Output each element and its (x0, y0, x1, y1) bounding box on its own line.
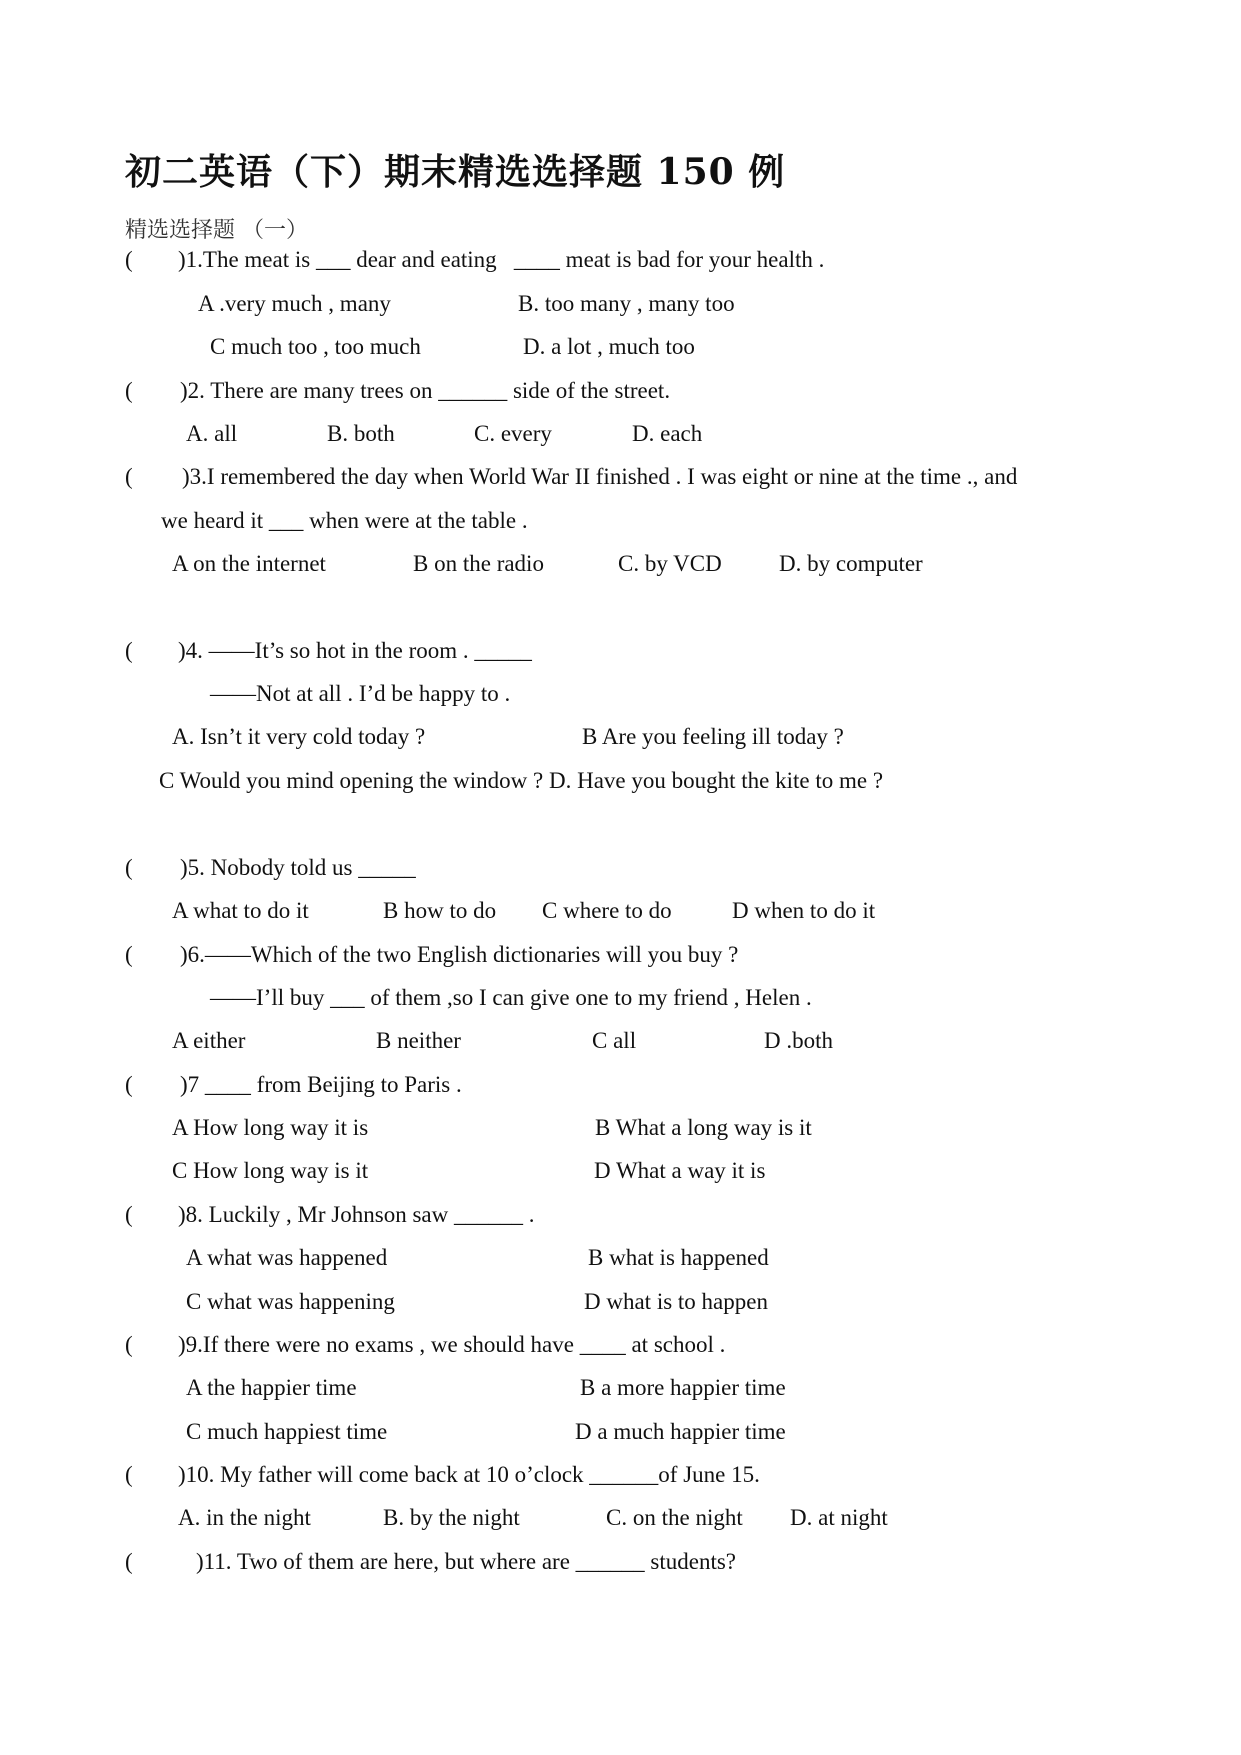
q7-o1-text-0: A How long way it is (172, 1115, 369, 1140)
q10-o1-text-2: C. on the night (606, 1505, 743, 1530)
q3-o1-text-2: C. by VCD (618, 551, 722, 576)
q1-o2-text-1: D. a lot , much too (523, 334, 695, 359)
q5-text-1: )5. Nobody told us _____ (180, 855, 416, 880)
q4-o2-text-0: C Would you mind opening the window ? D. Have you bought the kite to me ? (159, 768, 884, 793)
q8-o1-text-0: A what was happened (186, 1245, 388, 1270)
q8-text-0: ( (125, 1202, 133, 1227)
q4-text-1: )4. ——It’s so hot in the room . _____ (178, 638, 532, 663)
q6-text-0: ( (125, 942, 133, 967)
q1-o1-text-1: B. too many , many too (518, 291, 735, 316)
q10-o1-text-3: D. at night (790, 1505, 888, 1530)
q9-text-1: )9.If there were no exams , we should have ____ at school . (178, 1332, 726, 1357)
q9-o2-text-1: D a much happier time (575, 1419, 786, 1444)
q5-o1-text-1: B how to do (383, 898, 497, 923)
q3-text-1: )3.I remembered the day when World War II finished . I was eight or nine at the time ., and (182, 464, 1018, 489)
q6-o1-text-3: D .both (764, 1028, 833, 1053)
q7-text-0: ( (125, 1072, 133, 1097)
q6-o1-text-2: C all (592, 1028, 637, 1053)
q1-o1-text-0: A .very much , many (198, 291, 391, 316)
q3-text-0: ( (125, 464, 133, 489)
q4-o1-text-0: A. Isn’t it very cold today ? (172, 724, 426, 749)
q11-text-1: )11. Two of them are here, but where are ______ students? (196, 1549, 736, 1574)
q6-o1-text-1: B neither (376, 1028, 461, 1053)
q5-o1-text-2: C where to do (542, 898, 672, 923)
q6-c-text-0: ——I’ll buy ___ of them ,so I can give one to my friend , Helen . (210, 985, 812, 1010)
q10-text-1: )10. My father will come back at 10 o’clock ______of June 15. (178, 1462, 760, 1487)
q8-o2-text-1: D what is to happen (584, 1289, 768, 1314)
q5-o1-text-3: D when to do it (732, 898, 876, 923)
q9-o2-text-0: C much happiest time (186, 1419, 388, 1444)
q7-o1-text-1: B What a long way is it (595, 1115, 812, 1140)
q9-text-0: ( (125, 1332, 133, 1357)
page-title: 初二英语（下）期末精选选择题 150 例 (125, 151, 786, 193)
q5-text-0: ( (125, 855, 133, 880)
q4-o1-text-1: B Are you feeling ill today ? (582, 724, 844, 749)
q10-text-0: ( (125, 1462, 133, 1487)
q1-text-1: )1.The meat is ___ dear and eating ____ meat is bad for your health . (178, 247, 825, 272)
q6-o1-text-0: A either (172, 1028, 246, 1053)
q8-o1-text-1: B what is happened (588, 1245, 769, 1270)
q10-o1-text-1: B. by the night (383, 1505, 520, 1530)
q11-text-0: ( (125, 1549, 133, 1574)
q2-text-0: ( (125, 378, 133, 403)
q8-o2-text-0: C what was happening (186, 1289, 395, 1314)
q2-o1-text-1: B. both (327, 421, 395, 446)
q2-o1-text-0: A. all (186, 421, 238, 446)
q8-text-1: )8. Luckily , Mr Johnson saw ______ . (178, 1202, 535, 1227)
q2-o1-text-3: D. each (632, 421, 703, 446)
section-title: 精选选择题 （一） (125, 218, 308, 243)
q3-o1-text-3: D. by computer (779, 551, 923, 576)
q7-text-1: )7 ____ from Beijing to Paris . (180, 1072, 462, 1097)
q7-o2-text-1: D What a way it is (594, 1158, 766, 1183)
q2-text-1: )2. There are many trees on ______ side of the street. (180, 378, 671, 403)
q2-o1-text-2: C. every (474, 421, 552, 446)
q3-c-text-0: we heard it ___ when were at the table . (161, 508, 528, 533)
q3-o1-text-0: A on the internet (172, 551, 326, 576)
q3-o1-text-1: B on the radio (413, 551, 544, 576)
q4-c-text-0: ——Not at all . I’d be happy to . (210, 681, 511, 706)
q9-o1-text-0: A the happier time (186, 1375, 357, 1400)
q6-text-1: )6.——Which of the two English dictionaries will you buy ? (180, 942, 739, 967)
q9-o1-text-1: B a more happier time (580, 1375, 786, 1400)
q5-o1-text-0: A what to do it (172, 898, 309, 923)
q1-text-0: ( (125, 247, 133, 272)
q7-o2-text-0: C How long way is it (172, 1158, 369, 1183)
q10-o1-text-0: A. in the night (178, 1505, 311, 1530)
q4-text-0: ( (125, 638, 133, 663)
q1-o2-text-0: C much too , too much (210, 334, 421, 359)
